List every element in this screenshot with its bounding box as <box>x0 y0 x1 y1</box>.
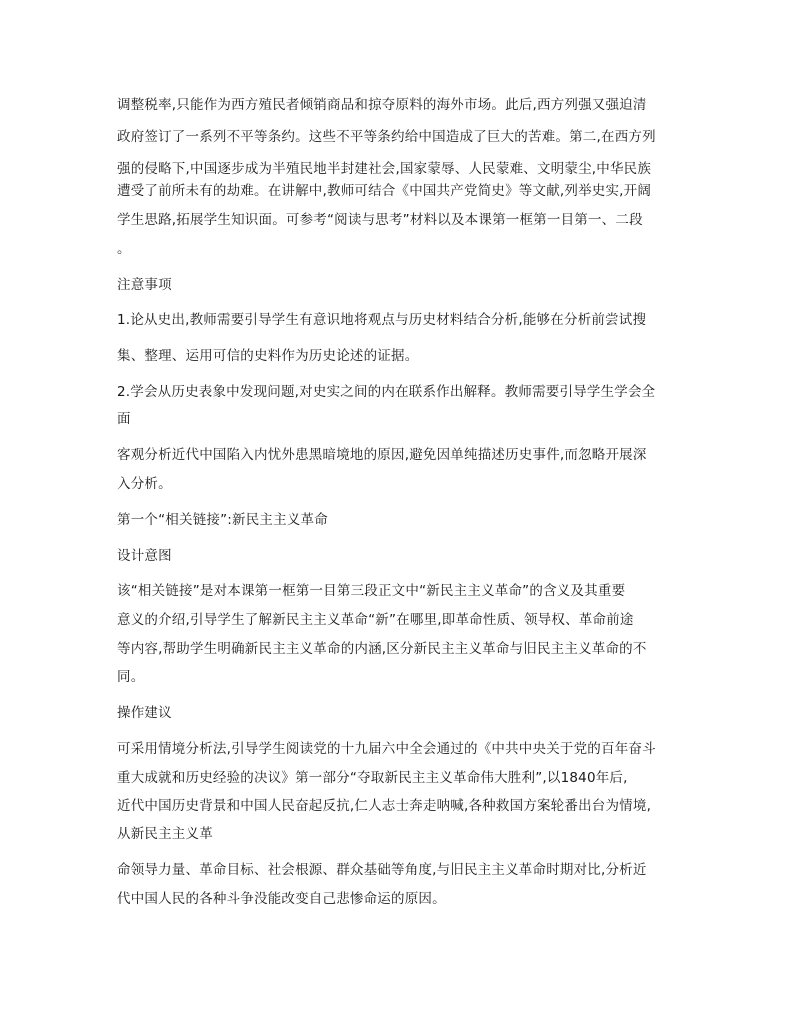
paragraph-line: 集、整理、运用可信的史料作为历史论述的证据。 <box>117 348 419 364</box>
paragraph-line: 调整税率,只能作为西方殖民者倾销商品和掠夺原料的海外市场。此后,西方列强又强迫清 <box>117 97 647 113</box>
paragraph-line: 该“相关链接”是对本课第一框第一目第三段正文中“新民主主义革命”的含义及其重要 <box>117 583 626 599</box>
section-heading: 设计意图 <box>117 548 172 564</box>
paragraph-line: 命领导力量、革命目标、社会根源、群众基础等角度,与旧民主主义革命时期对比,分析近 <box>117 862 647 878</box>
paragraph-line: 代中国人民的各种斗争没能改变自己悲惨命运的原因。 <box>117 891 446 907</box>
paragraph-line: 近代中国历史背景和中国人民奋起反抗,仁人志士奔走呐喊,各种救国方案轮番出台为情境, <box>117 798 652 814</box>
paragraph-line: 遭受了前所未有的劫难。在讲解中,教师可结合《中国共产党简史》等文献,列举史实,开阔 <box>117 183 652 199</box>
section-heading: 第一个“相关链接”:新民主主义革命 <box>117 512 328 528</box>
paragraph-line: 政府签订了一系列不平等条约。这些不平等条约给中国造成了巨大的苦难。第二,在西方列 <box>117 129 656 145</box>
section-heading: 注意事项 <box>117 277 172 293</box>
paragraph-line: 1.论从史出,教师需要引导学生有意识地将观点与历史材料结合分析,能够在分析前尝试搜 <box>117 312 647 328</box>
paragraph-line: 强的侵略下,中国逐步成为半殖民地半封建社会,国家蒙辱、人民蒙难、文明蒙尘,中华民族 <box>117 161 652 177</box>
paragraph-line: 。 <box>117 241 131 257</box>
paragraph-line: 2.学会从历史表象中发现问题,对史实之间的内在联系作出解释。教师需要引导学生学会全 <box>117 384 656 400</box>
paragraph-line: 同。 <box>117 669 145 685</box>
paragraph-line: 意义的介绍,引导学生了解新民主主义革命“新”在哪里,即革命性质、领导权、革命前途 <box>117 612 634 628</box>
paragraph-line: 等内容,帮助学生明确新民主主义革命的内涵,区分新民主主义革命与旧民主主义革命的不 <box>117 641 647 657</box>
paragraph-line: 从新民主主义革 <box>117 826 213 842</box>
paragraph-line: 可采用情境分析法,引导学生阅读党的十九届六中全会通过的《中共中央关于党的百年奋斗 <box>117 741 656 757</box>
paragraph-line: 学生思路,拓展学生知识面。可参考“阅读与思考”材料以及本课第一框第一目第一、二段 <box>117 212 643 228</box>
paragraph-line: 重大成就和历史经验的决议》第一部分“夺取新民主主义革命伟大胜利”,以1840年后, <box>117 770 628 786</box>
paragraph-line: 面 <box>117 411 131 427</box>
paragraph-line: 入分析。 <box>117 476 172 492</box>
paragraph-line: 客观分析近代中国陷入内忧外患黑暗境地的原因,避免因单纯描述历史事件,而忽略开展深 <box>117 447 647 463</box>
section-heading: 操作建议 <box>117 705 172 721</box>
